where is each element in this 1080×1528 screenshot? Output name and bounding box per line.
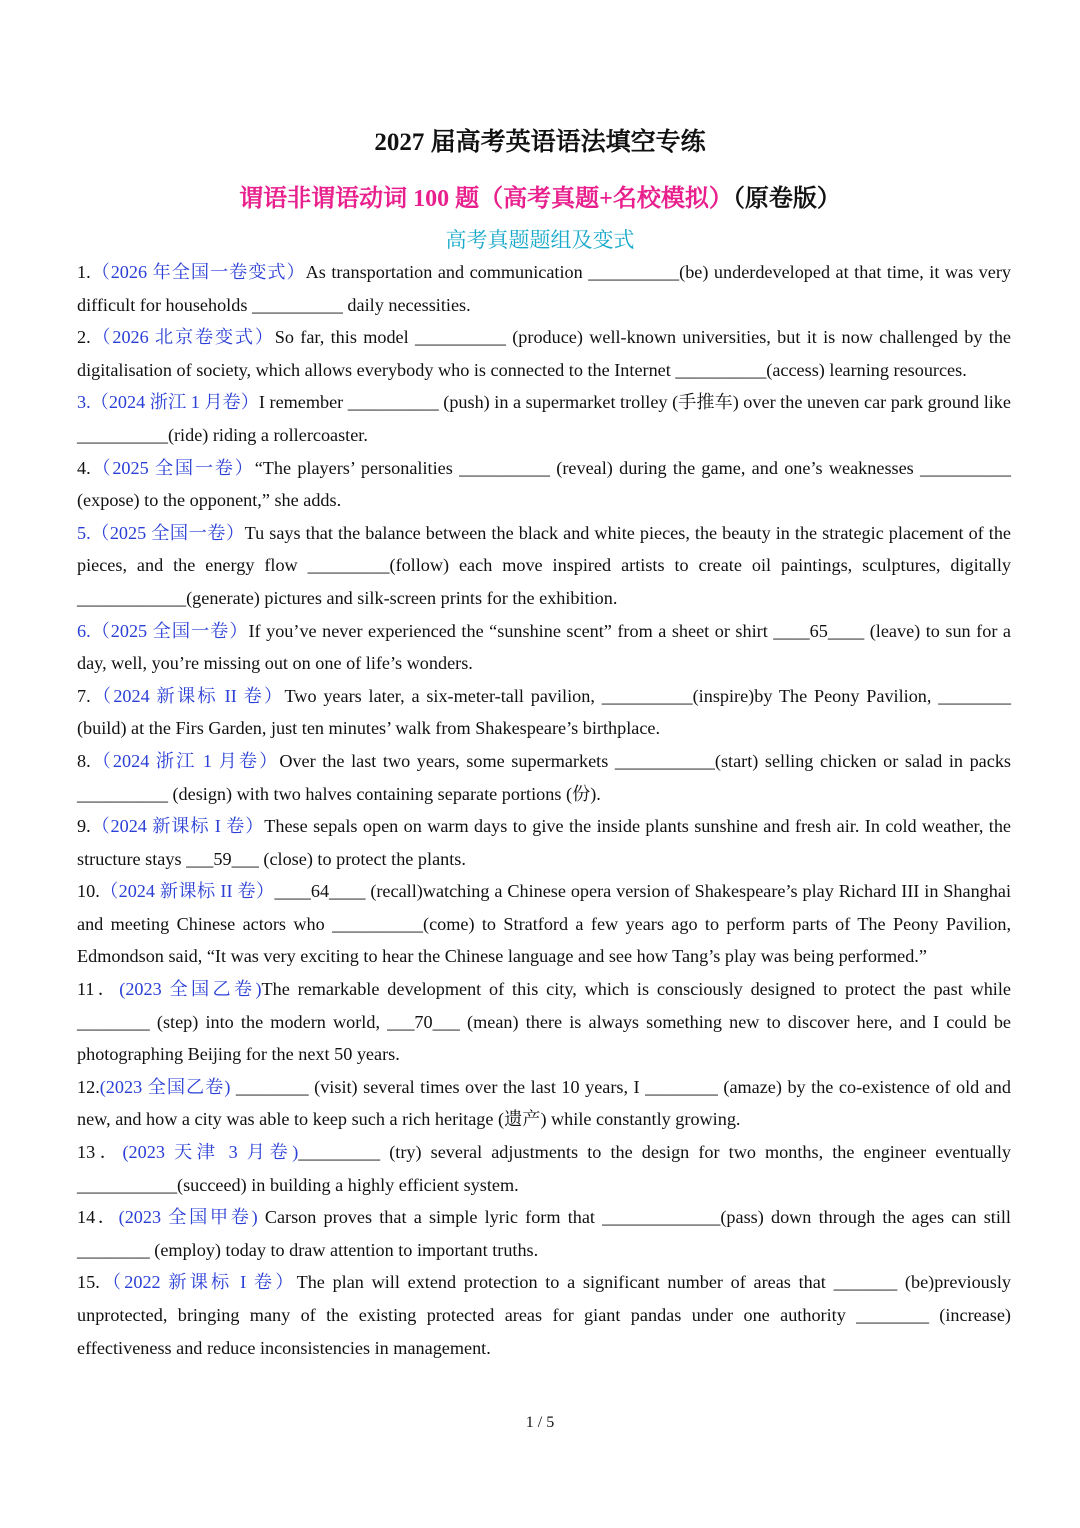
question-text: ________ (visit) several times over the last 10 years, I ________ (amaze) by the co-existence of old and new, and how a city was able to keep such a rich heritage (遗产) while constantly growing. <box>77 1076 1011 1130</box>
question-item <box>77 745 1011 810</box>
question-number: 14． <box>77 1207 119 1228</box>
question-number: 12. <box>77 1076 100 1097</box>
question-text: Two years later, a six-meter-tall pavilion, __________(inspire)by The Peony Pavilion, ________ (build) at the Firs Garden, just ten minutes’ walk from Shakespeare’s birthplace. <box>77 685 1011 739</box>
question-number: 1. <box>77 262 91 282</box>
question-item <box>77 680 1011 745</box>
question-text: So far, this model __________ (produce) well-known universities, but it is now challenged by the digitalisation of society, which allows everybody who is connected to the Internet __________(access) learning resources. <box>77 327 1011 380</box>
question-item <box>77 1266 1011 1364</box>
question-item <box>77 517 1011 615</box>
question-item <box>77 1136 1011 1201</box>
question-item <box>77 1201 1011 1266</box>
question-item <box>77 386 1011 451</box>
question-number: 9. <box>77 816 91 837</box>
question-source: (2023 全国乙卷) <box>119 979 262 1000</box>
question-source: （2024 新课标 II 卷） <box>90 685 285 706</box>
question-item <box>77 875 1011 973</box>
question-item <box>77 452 1011 517</box>
question-text: I remember __________ (push) in a supermarket trolley (手推车) over the uneven car park ground like __________(ride) riding a rollercoaster. <box>77 392 1011 445</box>
question-number: 5. <box>77 522 91 543</box>
question-source: (2023 天津 3 月卷) <box>122 1142 299 1163</box>
question-source: （2026 年全国一卷变式） <box>90 262 306 282</box>
question-source: （2024 浙江 1 月卷） <box>90 392 259 413</box>
question-number: 15. <box>77 1272 100 1293</box>
question-number: 8. <box>77 750 91 771</box>
question-text: Carson proves that a simple lyric form that _____________(pass) down through the ages can still ________ (employ) today to draw attention to important truths. <box>77 1207 1011 1260</box>
question-text: _________ (try) several adjustments to the design for two months, the engineer eventually ___________(succeed) in building a highly efficient system. <box>77 1142 1011 1195</box>
question-list <box>77 256 1011 1364</box>
question-source: (2023 全国甲卷) <box>118 1207 258 1228</box>
question-text: As transportation and communication __________(be) underdeveloped at that time, it was very difficult for households __________ daily necessities. <box>77 262 1011 315</box>
question-text: Tu says that the balance between the black and white pieces, the beauty in the strategic placement of the pieces, and the energy flow _________(follow) each move inspired artists to create oil paintings, sculptures, digitally ____________(generate) pictures and silk-screen prints for the exhibition. <box>77 522 1011 608</box>
question-source: （2024 新课标 II 卷） <box>99 881 275 902</box>
question-text: If you’ve never experienced the “sunshine scent” from a sheet or shirt ____65____ (leave) to sun for a day, well, you’re missing out on one of life’s wonders. <box>77 620 1011 674</box>
question-text: The plan will extend protection to a significant number of areas that _______ (be)previously unprotected, bringing many of the existing protected areas for giant pandas under one authority ________ (increase) effectiveness and reduce inconsistencies in management. <box>77 1272 1011 1358</box>
question-item <box>77 1071 1011 1136</box>
section-heading: 高考真题题组及变式 <box>445 228 635 252</box>
question-text: Over the last two years, some supermarkets ___________(start) selling chicken or salad in packs __________ (design) with two halves containing separate portions (份). <box>77 750 1011 804</box>
question-item <box>77 615 1011 680</box>
question-number: 2. <box>77 327 91 348</box>
question-source: (2023 全国乙卷) <box>99 1076 231 1097</box>
question-number: 13． <box>77 1142 123 1163</box>
question-number: 3. <box>77 392 91 413</box>
question-item <box>77 810 1011 875</box>
question-number: 7. <box>77 685 91 706</box>
question-number: 6. <box>77 620 91 641</box>
question-source: （2022 新课标 I 卷） <box>99 1272 297 1293</box>
question-text: “The players’ personalities __________ (reveal) during the game, and one’s weaknesses __________ (expose) to the opponent,” she adds. <box>77 457 1011 511</box>
question-number: 4. <box>77 457 91 478</box>
question-source: （2025 全国一卷） <box>90 457 255 478</box>
question-text: These sepals open on warm days to give the inside plants sunshine and fresh air. In cold weather, the structure stays ___59___ (close) to protect the plants. <box>77 816 1011 869</box>
question-item <box>77 973 1011 1071</box>
question-source: （2024 浙江 1 月卷） <box>90 750 280 771</box>
question-number: 11． <box>77 979 120 1000</box>
page-title: 2027 届高考英语语法填空专练 <box>374 129 706 156</box>
question-number: 10. <box>77 881 100 902</box>
question-item <box>77 321 1011 386</box>
subtitle-main: 谓语非谓语动词 100 题（高考真题+名校模拟） <box>239 186 733 212</box>
question-text: The remarkable development of this city, which is consciously designed to protect the past while ________ (step) into the modern world, ___70___ (mean) there is always something new to discover here, and I could be photographing Beijing for the next 50 years. <box>77 979 1011 1065</box>
question-text: ____64____ (recall)watching a Chinese opera version of Shakespeare’s play Richard III in Shanghai and meeting Chinese actors who __________(come) to Stratford a few years ago to perform parts of The Peony Pavilion, Edmondson said, “It was very exciting to hear the Chinese language and see how Tang’s play was being performed.” <box>77 881 1011 967</box>
page-subtitle <box>0 178 1080 213</box>
question-source: （2025 全国一卷） <box>90 620 249 641</box>
subtitle-tail: （原卷版） <box>732 186 841 212</box>
question-source: （2024 新课标 I 卷） <box>90 816 265 837</box>
question-item <box>77 256 1011 321</box>
question-source: （2026 北京卷变式） <box>90 327 275 348</box>
page-number: 1 / 5 <box>525 1414 555 1431</box>
question-source: （2025 全国一卷） <box>90 522 245 543</box>
